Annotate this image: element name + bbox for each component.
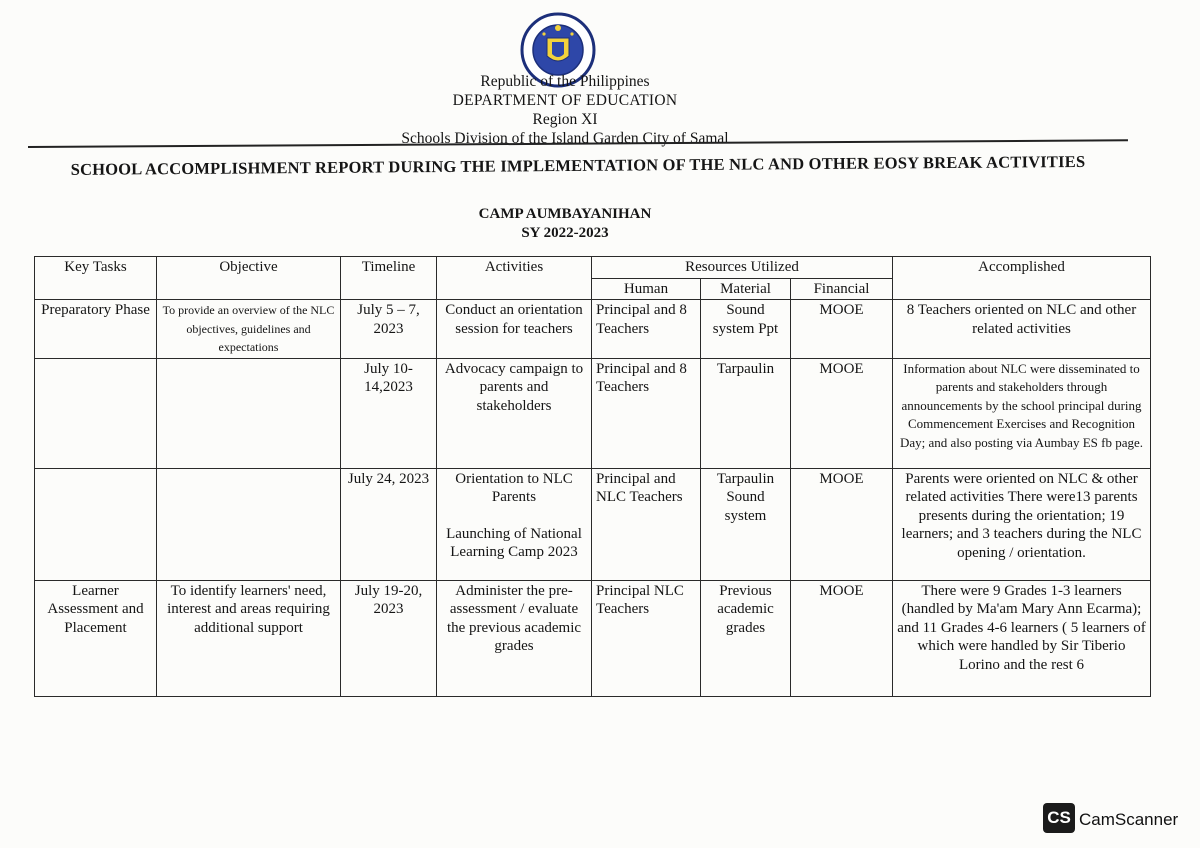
cell-objective: To identify learners' need, interest and areas requiring additional support [157,580,341,696]
accomplishment-table [34,256,1151,697]
activity-line: Orientation to NLC Parents [455,470,573,505]
cell-material: Previous academic grades [701,580,791,696]
cell-activities [437,468,592,580]
header-division: Schools Division of the Island Garden City of Samal [401,130,729,147]
cell-key-task: Preparatory Phase [35,300,157,359]
cell-accomplished: Information about NLC were disseminated to parents and stakeholders through announcements by the school principal during Commencement Exercises and Recognition Day; and also posting via Aumbay ES fb page. [893,358,1151,468]
header-financial: Financial [791,278,893,300]
cell-objective: To provide an overview of the NLC objectives, guidelines and expectations [157,300,341,359]
header-accomplished: Accomplished [893,257,1151,300]
camp-name: CAMP AUMBAYANIHAN [478,206,652,222]
cell-financial: MOOE [791,358,893,468]
cell-objective [157,358,341,468]
cell-accomplished: 8 Teachers oriented on NLC and other related activities [893,300,1151,359]
header-material: Material [701,278,791,300]
header-objective: Objective [157,257,341,300]
cell-activities: Administer the pre-assessment / evaluate the previous academic grades [437,580,592,696]
camscanner-label: CamScanner [1079,810,1179,829]
cell-human: Principal and 8 Teachers [592,300,701,359]
cell-financial: MOOE [791,300,893,359]
cell-human: Principal and NLC Teachers [592,468,701,580]
table-row [35,468,1151,580]
cell-accomplished: Parents were oriented on NLC & other related activities There were13 parents presents during the orientation; 19 learners; and 3 teachers during the NLC opening / orientation. [893,468,1151,580]
cell-key-task [35,468,157,580]
cell-timeline: July 19-20, 2023 [341,580,437,696]
header-country: Republic of the Philippines [480,73,650,90]
header-resources-utilized: Resources Utilized [592,257,893,279]
header-activities: Activities [437,257,592,300]
cell-activities: Conduct an orientation session for teachers [437,300,592,359]
cell-financial: MOOE [791,580,893,696]
cell-objective [157,468,341,580]
header-human: Human [592,278,701,300]
table-row [35,358,1151,468]
cell-material: Tarpaulin Sound system [701,468,791,580]
header-key-tasks: Key Tasks [35,257,157,300]
header-department: DEPARTMENT OF EDUCATION [452,92,678,109]
cell-material: Sound system Ppt [701,300,791,359]
cell-timeline: July 10-14,2023 [341,358,437,468]
header-timeline: Timeline [341,257,437,300]
cell-human: Principal NLC Teachers [592,580,701,696]
cell-activities: Advocacy campaign to parents and stakeholders [437,358,592,468]
cell-timeline: July 5 – 7, 2023 [341,300,437,359]
report-title: SCHOOL ACCOMPLISHMENT REPORT DURING THE IMPLEMENTATION OF THE NLC AND OTHER EOSY BREAK ACTIVITIES [70,151,1086,179]
table-row [35,580,1151,696]
cell-financial: MOOE [791,468,893,580]
cell-accomplished: There were 9 Grades 1-3 learners (handled by Ma'am Mary Ann Ecarma); and 11 Grades 4-6 learners ( 5 learners of which were handled by Sir Tiberio Lorino and the rest 6 [893,580,1151,696]
school-year: SY 2022-2023 [521,225,609,241]
cell-timeline: July 24, 2023 [341,468,437,580]
table-row [35,300,1151,359]
cell-material: Tarpaulin [701,358,791,468]
header-region: Region XI [532,111,598,128]
cell-key-task [35,358,157,468]
cell-key-task: Learner Assessment and Placement [35,580,157,696]
activity-line: Launching of National Learning Camp 2023 [446,525,582,560]
camscanner-logo: CS [1043,803,1075,833]
cell-human: Principal and 8 Teachers [592,358,701,468]
